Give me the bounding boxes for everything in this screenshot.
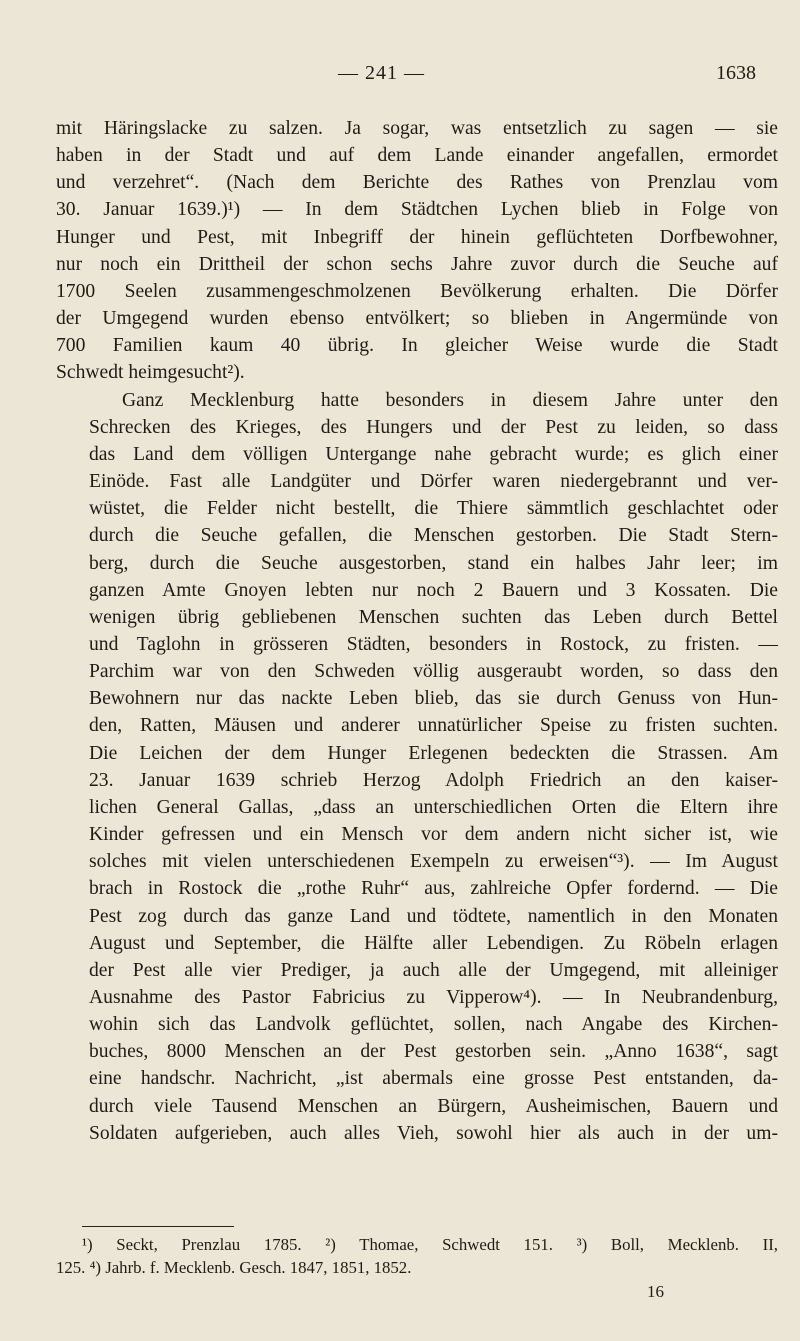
text-line: lichen General Gallas, „dass an unterschiedlichen Orten die Eltern ihre: [89, 796, 778, 818]
footnote-line: ¹) Seckt, Prenzlau 1785. ²) Thomae, Schwedt 151. ³) Boll, Mecklenb. II,: [82, 1235, 778, 1254]
text-line: Kinder gefressen und ein Mensch vor dem andern nicht sicher ist, wie: [89, 824, 778, 846]
text-line: durch viele Tausend Menschen an Bürgern, Ausheimischen, Bauern und: [89, 1095, 778, 1117]
text-line: wenigen übrig gebliebenen Menschen suchten das Leben durch Bettel: [89, 606, 778, 628]
text-line: August und September, die Hälfte aller Lebendigen. Zu Röbeln erlagen: [89, 932, 778, 954]
paragraph-1: [56, 115, 778, 387]
body-text: [56, 115, 778, 1147]
text-line: 1700 Seelen zusammengeschmolzenen Bevölkerung erhalten. Die Dörfer: [56, 280, 778, 302]
text-line: berg, durch die Seuche ausgestorben, stand ein halbes Jahr leer; im: [89, 552, 778, 574]
text-line: das Land dem völligen Untergange nahe gebracht wurde; es glich einer: [89, 443, 778, 465]
text-line: der Pest alle vier Prediger, ja auch alle der Umgegend, mit alleiniger: [89, 959, 778, 981]
text-line: Ganz Mecklenburg hatte besonders in diesem Jahre unter den: [122, 389, 778, 411]
text-line: Pest zog durch das ganze Land und tödtete, namentlich in den Monaten: [89, 905, 778, 927]
page-number: — 241 —: [338, 62, 425, 84]
text-line: 700 Familien kaum 40 übrig. In gleicher Weise wurde die Stadt: [56, 335, 778, 357]
text-line: haben in der Stadt und auf dem Lande einander angefallen, ermordet: [56, 145, 778, 167]
text-line: Soldaten aufgerieben, auch alles Vieh, sowohl hier als auch in der um-: [89, 1122, 778, 1144]
paragraph-2: [56, 387, 778, 1147]
text-line: den, Ratten, Mäusen und anderer unnatürlicher Speise zu fristen suchten.: [89, 715, 778, 737]
text-line: solches mit vielen unterschiedenen Exempeln zu erweisen“³). — Im August: [89, 851, 778, 873]
text-line: durch die Seuche gefallen, die Menschen gestorben. Die Stadt Stern-: [89, 525, 778, 547]
text-line: wohin sich das Landvolk geflüchtet, sollen, nach Angabe des Kirchen-: [89, 1014, 778, 1036]
text-line: wüstet, die Felder nicht bestellt, die Thiere sämmtlich geschlachtet oder: [89, 498, 778, 520]
running-header: [0, 62, 800, 92]
text-line: und Taglohn in grösseren Städten, besonders in Rostock, zu fristen. —: [89, 633, 778, 655]
text-line: Hunger und Pest, mit Inbegriff der hinein geflüchteten Dorfbewohner,: [56, 226, 778, 248]
text-line: Einöde. Fast alle Landgüter und Dörfer waren niedergebrannt und ver-: [89, 471, 778, 493]
signature-mark: 16: [647, 1282, 664, 1301]
header-year: 1638: [716, 62, 756, 84]
text-line: buches, 8000 Menschen an der Pest gestorben sein. „Anno 1638“, sagt: [89, 1041, 778, 1063]
text-line: Die Leichen der dem Hunger Erlegenen bedeckten die Strassen. Am: [89, 742, 778, 764]
text-line: ganzen Amte Gnoyen lebten nur noch 2 Bauern und 3 Kossaten. Die: [89, 579, 778, 601]
text-line: eine handschr. Nachricht, „ist abermals eine grosse Pest entstanden, da-: [89, 1068, 778, 1090]
text-line: Ausnahme des Pastor Fabricius zu Vipperow⁴). — In Neubrandenburg,: [89, 987, 778, 1008]
text-line: Parchim war von den Schweden völlig ausgeraubt worden, so dass den: [89, 661, 778, 683]
text-line: nur noch ein Drittheil der schon sechs Jahre zuvor durch die Seuche auf: [56, 253, 778, 275]
text-line: und verzehret“. (Nach dem Berichte des Rathes von Prenzlau vom: [56, 172, 778, 194]
text-line: Bewohnern nur das nackte Leben blieb, das sie durch Genuss von Hun-: [89, 688, 778, 710]
footnotes: [56, 1233, 778, 1279]
text-line: der Umgegend wurden ebenso entvölkert; so blieben in Angermünde von: [56, 308, 778, 330]
text-line: mit Häringslacke zu salzen. Ja sogar, was entsetzlich zu sagen — sie: [56, 118, 778, 139]
footnote-divider: [82, 1226, 234, 1227]
text-line: Schwedt heimgesucht²).: [56, 362, 245, 384]
text-line: 30. Januar 1639.)¹) — In dem Städtchen Lychen blieb in Folge von: [56, 199, 778, 221]
text-line: 23. Januar 1639 schrieb Herzog Adolph Friedrich an den kaiser-: [89, 769, 778, 791]
text-line: Schrecken des Krieges, des Hungers und der Pest zu leiden, so dass: [89, 416, 778, 438]
footnote-line: 125. ⁴) Jahrb. f. Mecklenb. Gesch. 1847, 1851, 1852.: [56, 1258, 412, 1277]
text-line: brach in Rostock die „rothe Ruhr“ aus, zahlreiche Opfer fordernd. — Die: [89, 878, 778, 900]
